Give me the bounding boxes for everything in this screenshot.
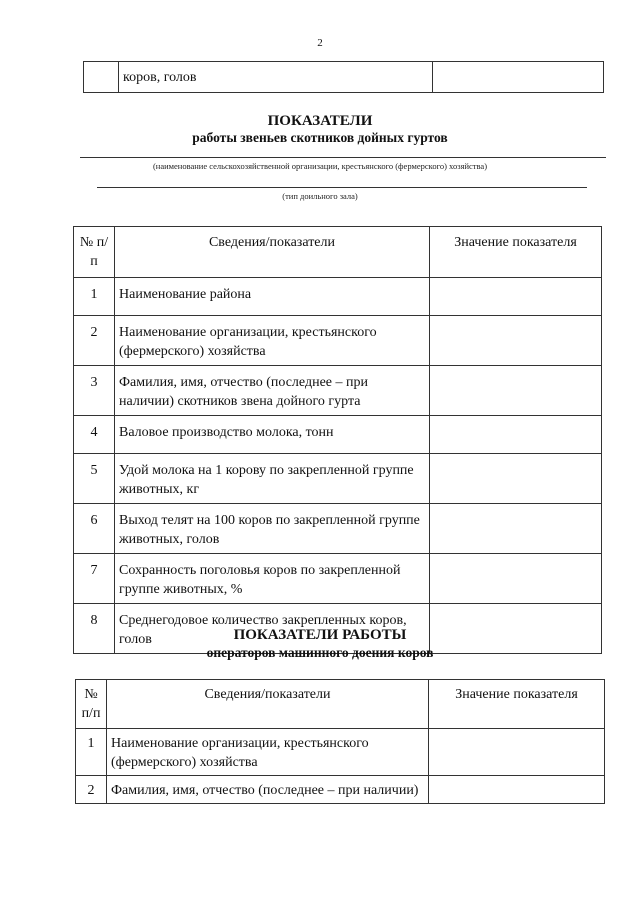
row-text: Наименование организации, крестьянского (фермерского) хозяйства: [107, 729, 429, 776]
row-num: 4: [74, 416, 115, 454]
table-row: [74, 366, 602, 416]
row-num: 1: [76, 729, 107, 776]
table-row: [84, 62, 604, 93]
table-row: [74, 504, 602, 554]
hall-type-hint: (тип доильного зала): [282, 191, 358, 201]
value-cell[interactable]: [433, 62, 604, 93]
table-row: [74, 416, 602, 454]
indicators-table-1: [73, 226, 602, 654]
value-cell[interactable]: [430, 278, 602, 316]
row-text: Наименование организации, крестьянского (фермерского) хозяйства: [115, 316, 430, 366]
value-cell[interactable]: [429, 729, 605, 776]
value-cell[interactable]: [430, 504, 602, 554]
section2-title: ПОКАЗАТЕЛИ РАБОТЫ: [233, 627, 407, 643]
section2-subtitle: операторов машинного доения коров: [206, 645, 434, 660]
value-cell[interactable]: [430, 454, 602, 504]
col-header-info: Сведения/показатели: [115, 227, 430, 278]
row-text: Сохранность поголовья коров по закрепленной группе животных, %: [115, 554, 430, 604]
org-name-line[interactable]: [80, 157, 606, 158]
row-text: Наименование района: [115, 278, 430, 316]
value-cell[interactable]: [430, 316, 602, 366]
row-text: Выход телят на 100 коров по закрепленной группе животных, голов: [115, 504, 430, 554]
row-text: Фамилия, имя, отчество (последнее – при наличии) скотников звена дойного гурта: [115, 366, 430, 416]
row-num: 5: [74, 454, 115, 504]
info-cell: коров, голов: [119, 62, 433, 93]
org-name-hint: (наименование сельскохозяйственной организации, крестьянского (фермерского) хозяйства): [152, 161, 488, 171]
row-num: 3: [74, 366, 115, 416]
table-row: [76, 729, 605, 776]
value-cell[interactable]: [430, 554, 602, 604]
row-num: 7: [74, 554, 115, 604]
section1-title: ПОКАЗАТЕЛИ: [267, 113, 373, 129]
hall-type-line[interactable]: [97, 187, 587, 188]
num-cell: [84, 62, 119, 93]
header-row: [74, 227, 602, 278]
header-row: [76, 680, 605, 729]
table-row: [74, 278, 602, 316]
indicators-table-2: [75, 679, 605, 804]
row-num: 2: [76, 776, 107, 804]
row-num: 1: [74, 278, 115, 316]
row-text: Удой молока на 1 корову по закрепленной группе животных, кг: [115, 454, 430, 504]
col-header-info: Сведения/показатели: [107, 680, 429, 729]
col-header-value: Значение показателя: [430, 227, 602, 278]
value-cell[interactable]: [429, 776, 605, 804]
row-text: Валовое производство молока, тонн: [115, 416, 430, 454]
col-header-num: № п/п: [76, 680, 107, 729]
table-row: [74, 554, 602, 604]
table-row: [74, 316, 602, 366]
top-table: [83, 61, 604, 93]
row-num: 8: [74, 604, 115, 654]
section1-subtitle: работы звеньев скотников дойных гуртов: [192, 130, 448, 145]
row-text: Фамилия, имя, отчество (последнее – при наличии): [107, 776, 429, 804]
row-num: 2: [74, 316, 115, 366]
col-header-value: Значение показателя: [429, 680, 605, 729]
value-cell[interactable]: [430, 416, 602, 454]
row-num: 6: [74, 504, 115, 554]
value-cell[interactable]: [430, 366, 602, 416]
row-text: Среднегодовое количество закрепленных коров, голов: [115, 604, 430, 654]
page-number: 2: [317, 37, 323, 49]
table-row: [76, 776, 605, 804]
table-row: [74, 454, 602, 504]
col-header-num: № п/п: [74, 227, 115, 278]
